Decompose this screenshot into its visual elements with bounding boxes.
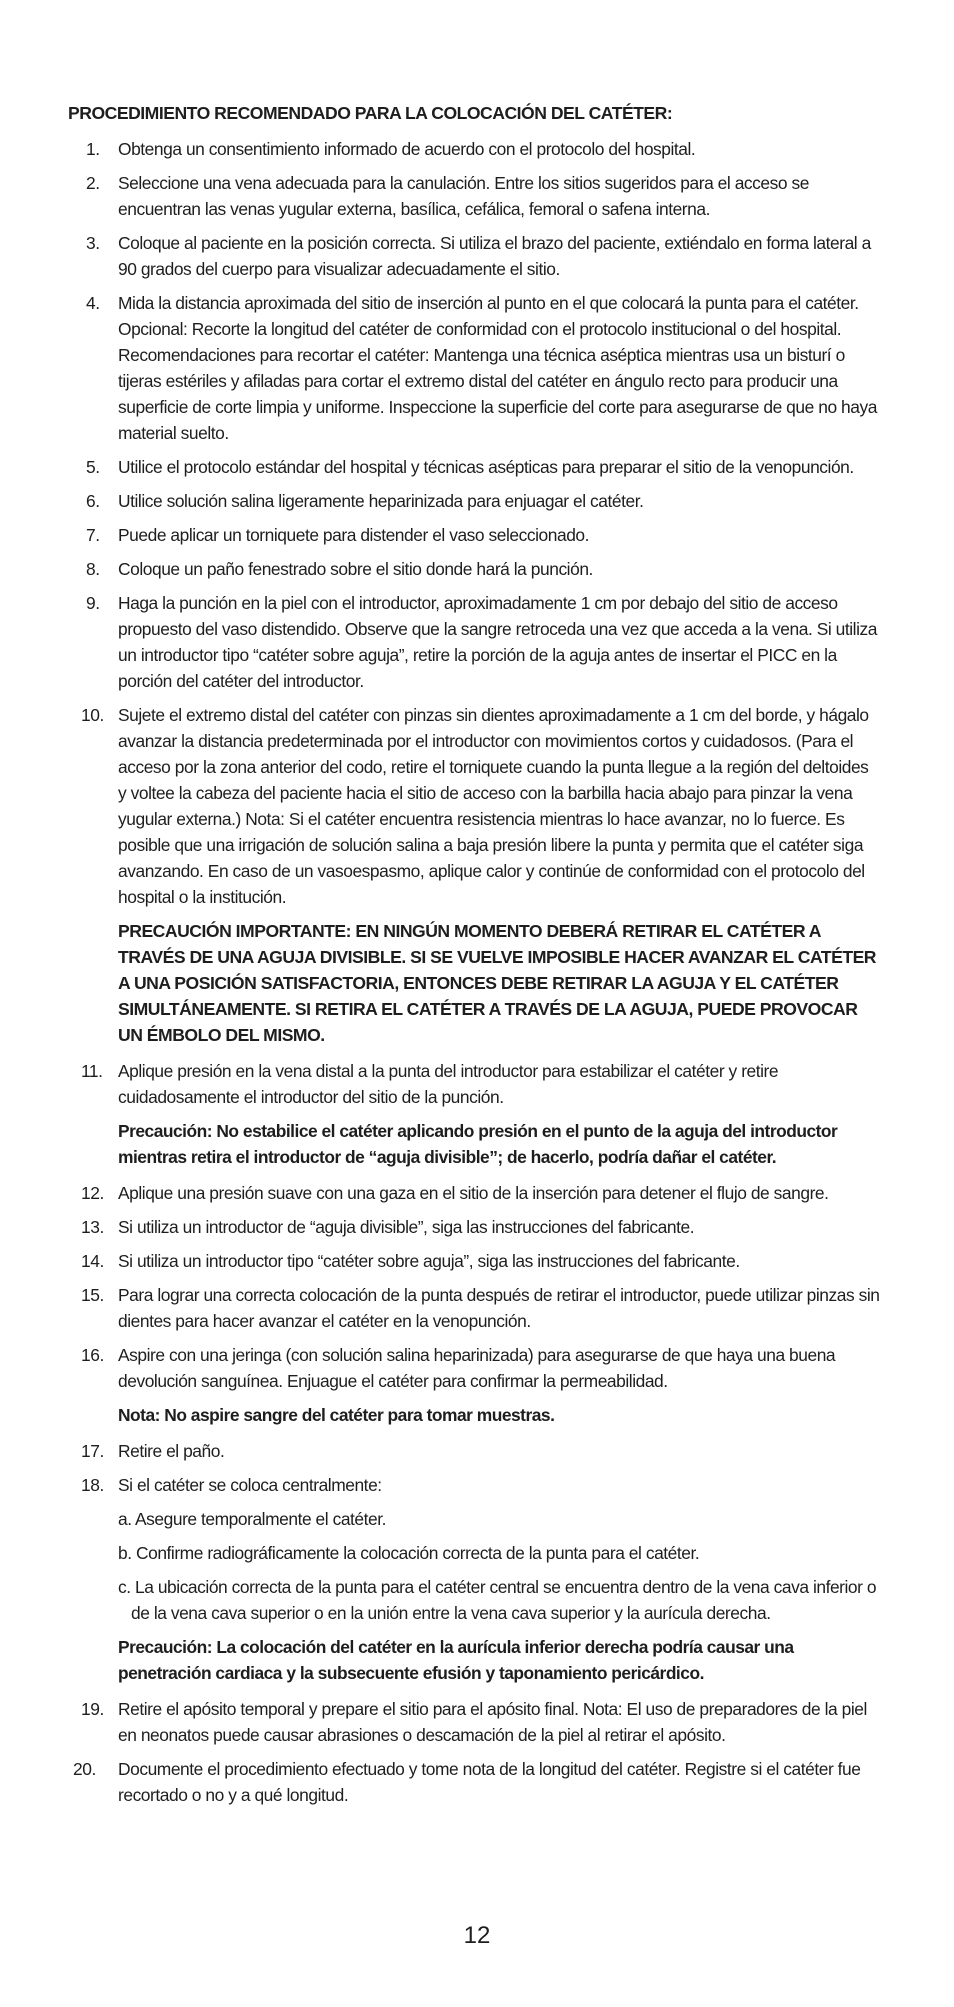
step-number: 5.: [86, 457, 100, 477]
step-item: [68, 1058, 880, 1110]
step-item: [68, 556, 880, 582]
step-item: [68, 1342, 880, 1394]
step-number: 19.: [81, 1699, 104, 1719]
step-item: [68, 290, 880, 446]
step-text: Aplique una presión suave con una gaza en el sitio de la inserción para detener el flujo de sangre.: [118, 1183, 829, 1203]
step-number: 2.: [86, 173, 100, 193]
step-number: 4.: [86, 293, 100, 313]
procedure-section: [68, 100, 880, 1816]
step-item: [68, 1180, 880, 1206]
step-number: 9.: [86, 593, 100, 613]
step-number: 17.: [81, 1441, 104, 1461]
step-number: 14.: [81, 1251, 104, 1271]
step-text: Haga la punción en la piel con el introductor, aproximadamente 1 cm por debajo del sitio de acceso propuesto del vaso distendido. Observe que la sangre retroceda una vez que acceda a la vena. Si utiliza un introductor tipo “catéter sobre aguja”, retire la porción de la aguja antes de insertar el PICC en la porción del catéter del introductor.: [118, 593, 877, 691]
step-number: 10.: [81, 705, 104, 725]
caution-note: Precaución: No estabilice el catéter aplicando presión en el punto de la aguja del introductor mientras retira el introductor de “aguja divisible”; de hacerlo, podría dañar el catéter.: [118, 1121, 838, 1167]
step-text: Aspire con una jeringa (con solución salina heparinizada) para asegurarse de que haya una buena devolución sanguínea. Enjuague el catéter para confirmar la permeabilidad.: [118, 1345, 836, 1391]
step-number: 15.: [81, 1285, 104, 1305]
step-number: 11.: [81, 1061, 103, 1081]
substep-item: a. Asegure temporalmente el catéter.: [118, 1509, 387, 1529]
step-number: 18.: [81, 1475, 104, 1495]
step-item: [68, 1248, 880, 1274]
step-text: Para lograr una correcta colocación de la punta después de retirar el introductor, puede utilizar pinzas sin dientes para hacer avanzar el catéter en la venopunción.: [118, 1285, 880, 1331]
substep-item: b. Confirme radiográficamente la colocación correcta de la punta para el catéter.: [118, 1543, 700, 1563]
step-text: Utilice el protocolo estándar del hospital y técnicas asépticas para preparar el sitio de la venopunción.: [118, 457, 854, 477]
step-text: Coloque un paño fenestrado sobre el sitio donde hará la punción.: [118, 559, 593, 579]
step-number: 7.: [86, 525, 100, 545]
step-item: [68, 488, 880, 514]
step-text: Sujete el extremo distal del catéter con pinzas sin dientes aproximadamente a 1 cm del borde, y hágalo avanzar la distancia predeterminada por el introductor con movimientos cortos y cuidadosos. (Para el acceso por la zona anterior del codo, retire el torniquete cuando la punta llegue a la región del deltoides y voltee la cabeza del paciente hacia el sitio de acceso con la barbilla hacia abajo para pinzar la vena yugular externa.) Nota: Si el catéter encuentra resistencia mientras lo hace avanzar, no lo fuerce. Es posible que una irrigación de solución salina a baja presión libere la punta y permita que el catéter siga avanzando. En caso de un vasoespasmo, aplique calor y continúe de conformidad con el protocolo del hospital o la institución.: [118, 705, 869, 907]
substep-item: c. La ubicación correcta de la punta para el catéter central se encuentra dentro de la vena cava inferior o de la vena cava superior o en la unión entre la vena cava superior y la aurícula derecha.: [118, 1577, 877, 1623]
step-item: [68, 1472, 880, 1498]
step-text: Coloque al paciente en la posición correcta. Si utiliza el brazo del paciente, extiéndalo en forma lateral a 90 grados del cuerpo para visualizar adecuadamente el sitio.: [118, 233, 871, 279]
step-text: Aplique presión en la vena distal a la punta del introductor para estabilizar el catéter y retire cuidadosamente el introductor del sitio de la punción.: [118, 1061, 779, 1107]
step-item: [68, 702, 880, 910]
step-text: Si utiliza un introductor de “aguja divisible”, siga las instrucciones del fabricante.: [118, 1217, 695, 1237]
step-number: 20.: [73, 1759, 96, 1779]
section-heading: PROCEDIMIENTO RECOMENDADO PARA LA COLOCACIÓN DEL CATÉTER:: [68, 103, 673, 123]
step-item: [68, 230, 880, 282]
step-item: [68, 136, 880, 162]
step-number: 12.: [81, 1183, 104, 1203]
step-number: 16.: [81, 1345, 104, 1365]
step-item: [68, 454, 880, 480]
step-item: [68, 522, 880, 548]
step-number: 1.: [86, 139, 100, 159]
step-text: Documente el procedimiento efectuado y tome nota de la longitud del catéter. Registre si el catéter fue recortado o no y a qué longitud.: [118, 1759, 861, 1805]
step-text: Seleccione una vena adecuada para la canulación. Entre los sitios sugeridos para el acceso se encuentran las venas yugular externa, basílica, cefálica, femoral o safena interna.: [118, 173, 809, 219]
step-text: Si utiliza un introductor tipo “catéter sobre aguja”, siga las instrucciones del fabricante.: [118, 1251, 740, 1271]
step-text: Obtenga un consentimiento informado de acuerdo con el protocolo del hospital.: [118, 139, 696, 159]
step-item: [68, 590, 880, 694]
placement-caution-note: Precaución: La colocación del catéter en la aurícula inferior derecha podría causar una penetración cardiaca y la subsecuente efusión y taponamiento pericárdico.: [118, 1637, 794, 1683]
step-number: 3.: [86, 233, 100, 253]
step-text: Retire el apósito temporal y prepare el sitio para el apósito final. Nota: El uso de preparadores de la piel en neonatos puede causar abrasiones o descamación de la piel al retirar el apósito.: [118, 1699, 867, 1745]
important-caution-note: PRECAUCIÓN IMPORTANTE: EN NINGÚN MOMENTO DEBERÁ RETIRAR EL CATÉTER A TRAVÉS DE UNA AGUJA DIVISIBLE. SI SE VUELVE IMPOSIBLE HACER AVANZAR EL CATÉTER A UNA POSICIÓN SATISFACTORIA, ENTONCES DEBE RETIRAR LA AGUJA Y EL CATÉTER SIMULTÁNEAMENTE. SI RETIRA EL CATÉTER A TRAVÉS DE LA AGUJA, PUEDE PROVOCAR UN ÉMBOLO DEL MISMO.: [118, 921, 877, 1045]
page-number: 12: [463, 1922, 491, 1949]
step-number: 6.: [86, 491, 100, 511]
step-item: [68, 1696, 880, 1748]
step-number: 8.: [86, 559, 100, 579]
step-number: 13.: [81, 1217, 104, 1237]
step-text: Retire el paño.: [118, 1441, 225, 1461]
step-item: [68, 1438, 880, 1464]
step-text: Si el catéter se coloca centralmente:: [118, 1475, 382, 1495]
step-text: Puede aplicar un torniquete para distender el vaso seleccionado.: [118, 525, 590, 545]
blood-sample-note: Nota: No aspire sangre del catéter para tomar muestras.: [118, 1405, 555, 1425]
step-item: [68, 1756, 880, 1808]
step-text: Utilice solución salina ligeramente heparinizada para enjuagar el catéter.: [118, 491, 644, 511]
step-text: Mida la distancia aproximada del sitio de inserción al punto en el que colocará la punta para el catéter. Opcional: Recorte la longitud del catéter de conformidad con el protocolo institucional o del hospital. Recomendaciones para recortar el catéter: Mantenga una técnica aséptica mientras usa un bisturí o tijeras estériles y afiladas para cortar el extremo distal del catéter en ángulo recto para producir una superficie de corte limpia y uniforme. Inspeccione la superficie del corte para asegurarse de que no haya material suelto.: [118, 293, 877, 443]
step-item: [68, 1282, 880, 1334]
step-item: [68, 170, 880, 222]
step-item: [68, 1214, 880, 1240]
